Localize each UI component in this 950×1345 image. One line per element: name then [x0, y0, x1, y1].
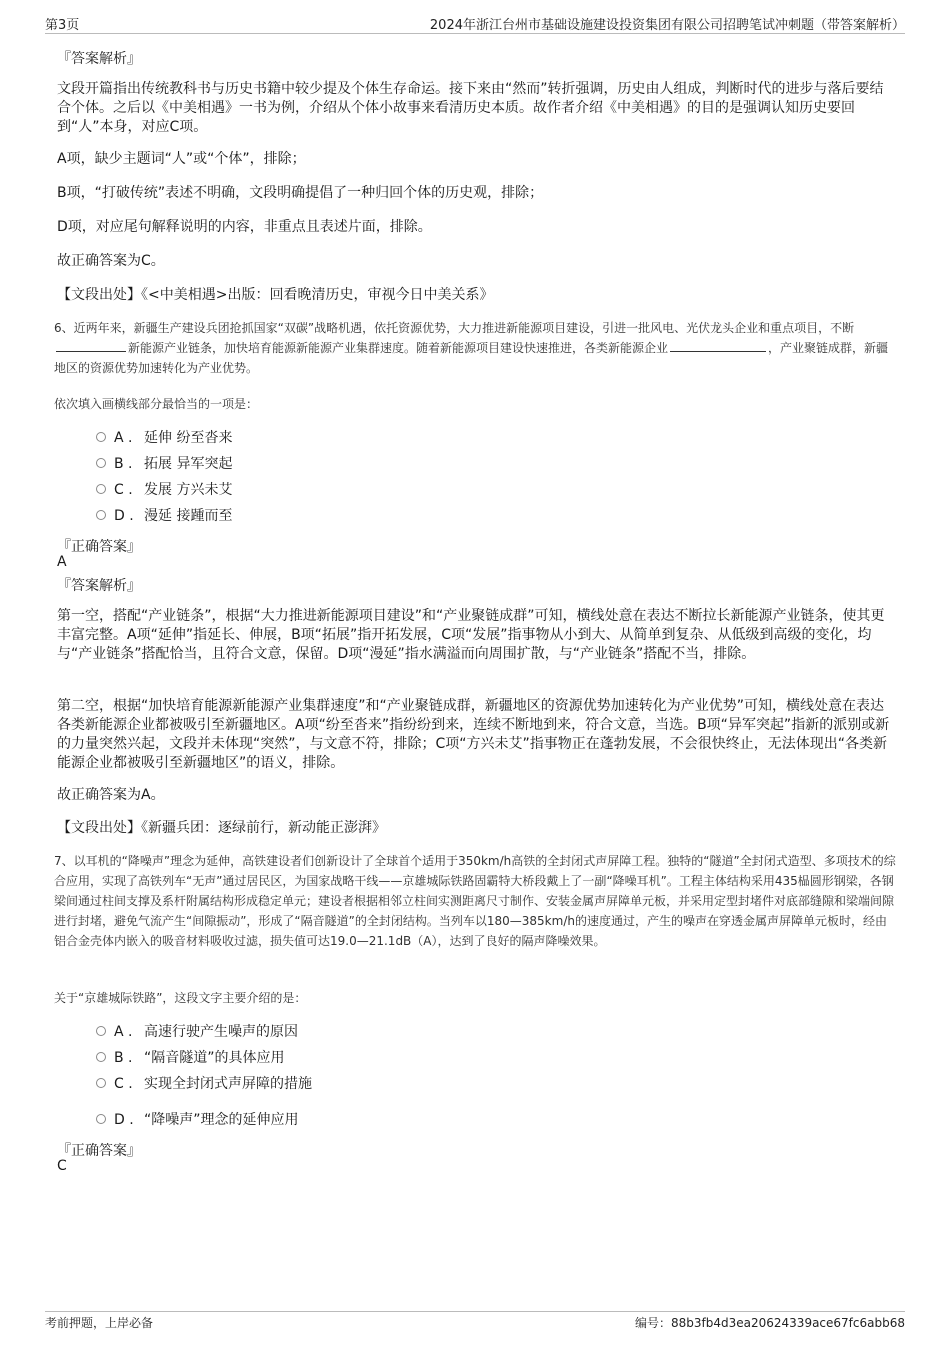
- q7-option-b[interactable]: [96, 1048, 285, 1068]
- q5-option-d-note: D项，对应尾句解释说明的内容，非重点且表述片面，排除。: [57, 219, 432, 235]
- q6-correct-label: 『正确答案』: [57, 539, 141, 555]
- q6-analysis-blank-2: 第二空，根据“加快培育能源新能源产业集群速度”和“产业聚链成群，新疆地区的资源优势加速转化为产业优势”可知，横线处意在表达各类新能源企业都被吸引至新疆地区。A项“纷至沓来”指纷纷到来，连续不断地到来，符合文意，当选。B项“异军突起”指新的派别或新的力量突然兴起，文段并未体现“突然”，与文意不符，排除；C项“方兴未艾”指事物正在蓬勃发展，不会很快终止，无法体现出“各类新能源企业都被吸引至新疆地区”的语义，排除。: [57, 698, 890, 771]
- option-letter: A .: [114, 1024, 133, 1040]
- q7-option-d[interactable]: [96, 1110, 299, 1130]
- radio-icon[interactable]: [96, 1052, 106, 1062]
- q6-source: 【文段出处】《新疆兵团：逐绿前行，新动能正澎湃》: [57, 820, 386, 836]
- q5-source: 【文段出处】《<中美相遇>出版：回看晚清历史，审视今日中美关系》: [57, 287, 494, 303]
- q6-stem-part-1: 6、近两年来，新疆生产建设兵团抢抓国家“双碳”战略机遇，依托资源优势，大力推进新能源项目建设，引进一批风电、光伏龙头企业和重点项目，不断: [54, 321, 855, 335]
- option-letter: D .: [114, 1112, 134, 1128]
- q7-option-c[interactable]: [96, 1074, 312, 1094]
- radio-icon[interactable]: [96, 1078, 106, 1088]
- q7-stem: 7、以耳机的“降噪声”理念为延伸，高铁建设者们创新设计了全球首个适用于350km/h高铁的全封闭式声屏障工程。独特的“隧道”全封闭式造型、多项技术的综合应用，实现了高铁列车“无声”通过居民区，为国家战略干线——京雄城际铁路固霸特大桥段戴上了一副“降噪耳机”。工程主体结构采用435榀圆形钢梁，各钢梁间通过柱间支撑及系杆附属结构形成稳定单元；建设者根据相邻立柱间实测距离尺寸制作、安装金属声屏障单元板，并采用定型封堵件对底部缝隙和梁端间隙进行封堵，避免气流产生“间隙振动”，形成了“隔音隧道”的全封闭结构。当列车以180—385km/h的速度通过，产生的噪声在穿透金属声屏障单元板时，经由铝合金壳体内嵌入的吸音材料吸收过滤，损失值可达19.0—21.1dB（A），达到了良好的隔声降噪效果。: [54, 854, 896, 948]
- option-text: 拓展 异军突起: [144, 456, 233, 472]
- footer-divider: [45, 1311, 905, 1312]
- header-divider: [45, 33, 905, 34]
- q6-correct-answer: A: [57, 554, 67, 570]
- option-text: 实现全封闭式声屏障的措施: [144, 1076, 312, 1092]
- q6-analysis-blank-1: 第一空，搭配“产业链条”，根据“大力推进新能源项目建设”和“产业聚链成群”可知，横线处意在表达不断拉长新能源产业链条，使其更丰富完整。A项“延伸”指延长、伸展，B项“拓展”指开拓发展，C项“发展”指事物从小到大、从简单到复杂、从低级到高级的变化，均与“产业链条”搭配恰当，且符合文意，保留。D项“漫延”指水满溢而向周围扩散，与“产业链条”搭配不当，排除。: [57, 608, 885, 662]
- radio-icon[interactable]: [96, 484, 106, 494]
- page-number: 第3页: [45, 18, 80, 33]
- q7-correct-answer: C: [57, 1158, 67, 1174]
- q6-option-d[interactable]: [96, 506, 232, 526]
- q7-question: 关于“京雄城际铁路”，这段文字主要介绍的是：: [54, 991, 307, 1005]
- radio-icon[interactable]: [96, 510, 106, 520]
- option-text: 高速行驶产生噪声的原因: [144, 1024, 298, 1040]
- q5-conclusion: 故正确答案为C。: [57, 253, 165, 269]
- radio-icon[interactable]: [96, 432, 106, 442]
- option-letter: D .: [114, 508, 134, 524]
- option-text: “隔音隧道”的具体应用: [144, 1050, 285, 1066]
- radio-icon[interactable]: [96, 1026, 106, 1036]
- q6-blank-2: [670, 340, 766, 352]
- option-text: 漫延 接踵而至: [144, 508, 233, 524]
- option-letter: A .: [114, 430, 133, 446]
- option-text: 延伸 纷至沓来: [144, 430, 233, 446]
- radio-icon[interactable]: [96, 1114, 106, 1124]
- option-letter: B .: [114, 456, 133, 472]
- radio-icon[interactable]: [96, 458, 106, 468]
- q7-option-a[interactable]: [96, 1022, 298, 1042]
- q6-blank-1: [56, 340, 126, 352]
- page-header: [45, 14, 905, 32]
- option-text: “降噪声”理念的延伸应用: [144, 1112, 299, 1128]
- q6-option-c[interactable]: [96, 480, 232, 500]
- q6-question: 依次填入画横线部分最恰当的一项是：: [54, 397, 259, 411]
- document-code: [635, 1314, 905, 1331]
- option-text: 发展 方兴未艾: [144, 482, 233, 498]
- document-code-value: 88b3fb4d3ea20624339ace67fc6abb68: [671, 1316, 905, 1330]
- option-letter: C .: [114, 482, 133, 498]
- q7-correct-label: 『正确答案』: [57, 1143, 141, 1159]
- document-code-label: 编号：: [635, 1316, 672, 1330]
- q5-option-b-note: B项，“打破传统”表述不明确，文段明确提倡了一种归回个体的历史观，排除；: [57, 185, 544, 201]
- q5-analysis-paragraph: 文段开篇指出传统教科书与历史书籍中较少提及个体生存命运。接下来由“然而”转折强调，历史由人组成，判断时代的进步与落后要结合个体。之后以《中美相遇》一书为例，介绍从个体小故事来看清历史本质。故作者介绍《中美相遇》的目的是强调认知历史要回到“人”本身，对应C项。: [57, 81, 884, 135]
- q5-option-a-note: A项，缺少主题词“人”或“个体”，排除；: [57, 151, 306, 167]
- q6-stem-part-3: ，产业聚链成群，新疆地区的资源优势加速转化为产业优势。: [54, 341, 889, 375]
- q6-stem: [54, 318, 896, 378]
- footer-slogan: 考前押题，上岸必备: [45, 1316, 154, 1330]
- q6-analysis-label: 『答案解析』: [57, 578, 141, 594]
- q5-analysis-label: 『答案解析』: [57, 51, 141, 67]
- q6-option-b[interactable]: [96, 454, 232, 474]
- q6-stem-part-2: 新能源产业链条，加快培育能源新能源产业集群速度。随着新能源项目建设快速推进，各类新能源企业: [128, 341, 669, 355]
- option-letter: C .: [114, 1076, 133, 1092]
- q6-option-a[interactable]: [96, 428, 232, 448]
- page-footer: [45, 1314, 905, 1332]
- option-letter: B .: [114, 1050, 133, 1066]
- document-title: 2024年浙江台州市基础设施建设投资集团有限公司招聘笔试冲刺题（带答案解析）: [429, 18, 905, 33]
- q6-conclusion: 故正确答案为A。: [57, 787, 165, 803]
